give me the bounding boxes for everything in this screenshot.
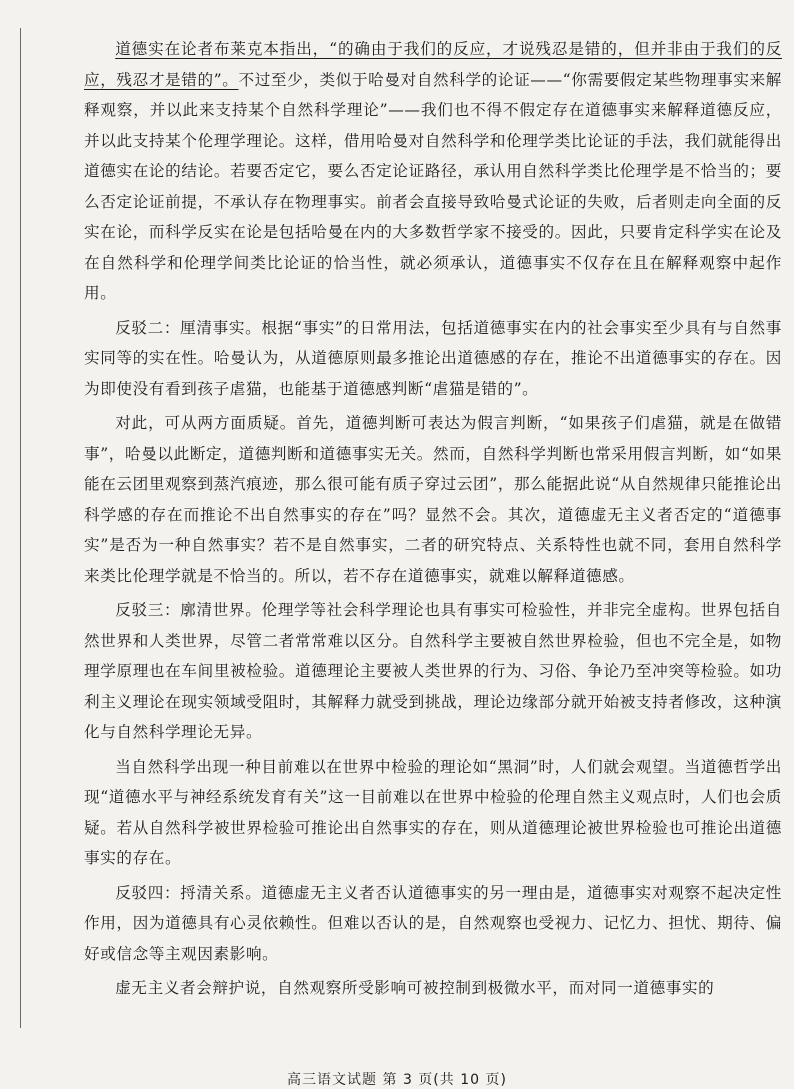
paragraph-3 [84,408,782,591]
paragraph-6 [84,878,782,970]
paragraph-6-text: 反驳四：捋清关系。道德虚无主义者否认道德事实的另一理由是，道德事实对观察不起决定性作用，因为道德具有心灵依赖性。但难以否认的是，自然观察也受视力、记忆力、担忧、期待、偏好或信念等主观因素影响。 [84,883,782,963]
paragraph-4-text: 反驳三：廓清世界。伦理学等社会科学理论也具有事实可检验性，并非完全虚构。世界包括自然世界和人类世界，尽管二者常常难以区分。自然科学主要被自然世界检验，但也不完全是，如物理学原理也在车间里被检验。道德理论主要被人类世界的行为、习俗、争论乃至冲突等检验。如功利主义理论在现实领域受阻时，其解释力就受到挑战，理论边缘部分就开始被支持者修改，这种演化与自然科学理论无异。 [84,601,782,741]
paragraph-1-text: 不过至少，类似于哈曼对自然科学的论证——“你需要假定某些物理事实来解释观察，并以此来支持某个自然科学理论”——我们也不得不假定存在道德事实来解释道德反应，并以此支持某个伦理学理论。这样，借用哈曼对自然科学和伦理学类比论证的手法，我们就能得出道德实在论的结论。若要否定它，要么否定论证路径，承认用自然科学类比伦理学是不恰当的；要么否定论证前提，不承认存在物理事实。前者会直接导致哈曼式论证的失败，后者则走向全面的反实在论，而科学反实在论是包括哈曼在内的大多数哲学家不接受的。因此，只要肯定科学实在论及在自然科学和伦理学间类比论证的恰当性，就必须承认，道德事实不仅存在且在解释观察中起作用。 [84,70,782,302]
paragraph-2 [84,313,782,405]
binding-margin-line [20,28,21,1028]
essay-body [84,34,782,1008]
paragraph-7 [84,973,782,1004]
paragraph-4 [84,595,782,748]
paragraph-3-text: 对此，可从两方面质疑。首先，道德判断可表达为假言判断，“如果孩子们虐猫，就是在做错事”，哈曼以此断定，道德判断和道德事实无关。然而，自然科学判断也常采用假言判断，如“如果能在云团里观察到蒸汽痕迹，那么很可能有质子穿过云团”，那么能据此说“从自然规律只能推论出科学感的存在而推论不出自然事实的存在”吗？显然不会。其次，道德虚无主义者否定的“道德事实”是否为一种自然事实？若不是自然事实，二者的研究特点、关系特性也就不同，套用自然科学来类比伦理学就是不恰当的。所以，若不存在道德事实，就难以解释道德感。 [84,414,782,585]
paragraph-7-text: 虚无主义者会辩护说，自然观察所受影响可被控制到极微水平，而对同一道德事实的 [115,979,715,997]
paragraph-2-text: 反驳二：厘清事实。根据“事实”的日常用法，包括道德事实在内的社会事实至少具有与自然事实同等的实在性。哈曼认为，从道德原则最多推论出道德感的存在，推论不出道德事实的存在。因为即使没有看到孩子虐猫，也能基于道德感判断“虐猫是错的”。 [84,318,782,398]
paragraph-5-text: 当自然科学出现一种目前难以在世界中检验的理论如“黑洞”时，人们就会观望。当道德哲学出现“道德水平与神经系统发育有关”这一目前难以在世界中检验的伦理自然主义观点时，人们也会质疑。若从自然科学被世界检验可推论出自然事实的存在，则从道德理论被世界检验也可推论出道德事实的存在。 [84,757,782,867]
paragraph-1 [84,34,782,309]
page-footer: 高三语文试题 第 3 页(共 10 页) [287,1072,507,1088]
underlined-quote: 道德实在论者布莱克本指出，“的确由于我们的反应，才说残忍是错的，但并非由于我们的反应，残忍才是错的”。 [84,40,782,89]
paragraph-5 [84,752,782,874]
